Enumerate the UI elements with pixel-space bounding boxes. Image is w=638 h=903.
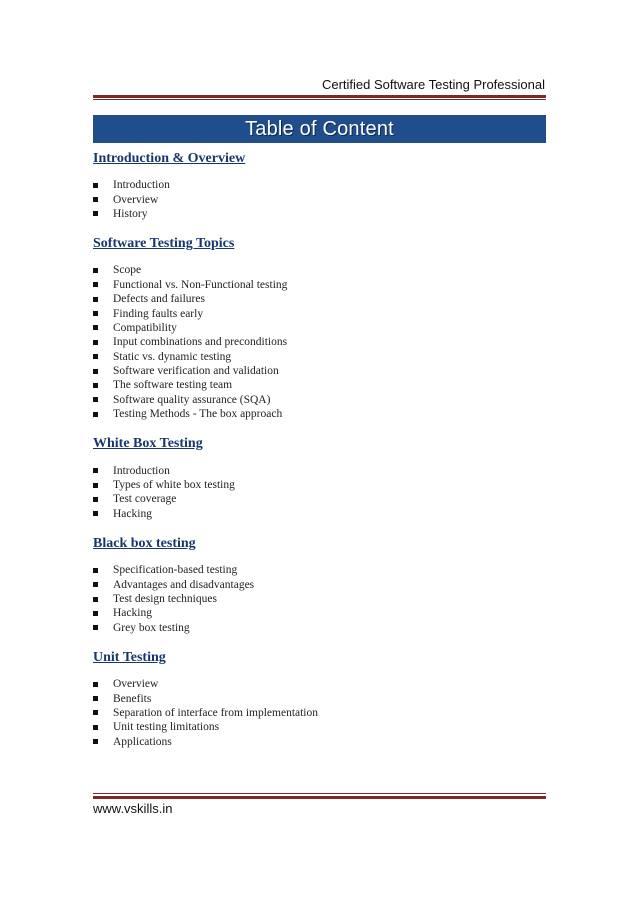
list-item: [93, 335, 546, 349]
section-heading[interactable]: Unit Testing: [93, 649, 166, 665]
list-item-label: Testing Methods - The box approach: [113, 408, 283, 421]
toc-content: [93, 150, 546, 763]
list-item: [93, 350, 546, 364]
list-item: [93, 463, 546, 477]
square-bullet-icon: [93, 268, 98, 273]
list-item: [93, 407, 546, 421]
square-bullet-icon: [93, 211, 98, 216]
square-bullet-icon: [93, 297, 98, 302]
list-item-label: Compatibility: [113, 321, 177, 334]
square-bullet-icon: [93, 710, 98, 715]
square-bullet-icon: [93, 311, 98, 316]
list-item: [93, 577, 546, 591]
list-item-label: Finding faults early: [113, 307, 204, 320]
list-item: [93, 606, 546, 620]
square-bullet-icon: [93, 696, 98, 701]
list-item: [93, 321, 546, 335]
list-item: [93, 720, 546, 734]
list-item: [93, 563, 546, 577]
toc-section-white-box-testing: [93, 435, 546, 521]
header-rule-thick: [93, 95, 546, 98]
square-bullet-icon: [93, 354, 98, 359]
list-item-label: Test coverage: [113, 493, 177, 506]
square-bullet-icon: [93, 568, 98, 573]
list-item: [93, 192, 546, 206]
toc-section-software-testing-topics: [93, 235, 546, 421]
square-bullet-icon: [93, 497, 98, 502]
square-bullet-icon: [93, 611, 98, 616]
list-item-label: Unit testing limitations: [113, 721, 220, 734]
square-bullet-icon: [93, 397, 98, 402]
list-item-label: Benefits: [113, 692, 152, 705]
section-item-list: [93, 178, 546, 221]
toc-section-introduction-overview: [93, 150, 546, 221]
list-item-label: Introduction: [113, 464, 170, 477]
list-item: [93, 706, 546, 720]
list-item: [93, 278, 546, 292]
list-item: [93, 507, 546, 521]
square-bullet-icon: [93, 511, 98, 516]
square-bullet-icon: [93, 625, 98, 630]
list-item-label: Advantages and disadvantages: [113, 578, 255, 591]
square-bullet-icon: [93, 483, 98, 488]
list-item: [93, 691, 546, 705]
section-item-list: [93, 563, 546, 635]
square-bullet-icon: [93, 282, 98, 287]
section-heading[interactable]: White Box Testing: [93, 436, 203, 452]
list-item-label: Specification-based testing: [113, 564, 238, 577]
list-item-label: History: [113, 207, 148, 220]
list-item-label: Applications: [113, 735, 172, 748]
list-item-label: Hacking: [113, 507, 152, 520]
list-item: [93, 677, 546, 691]
square-bullet-icon: [93, 183, 98, 188]
list-item: [93, 621, 546, 635]
square-bullet-icon: [93, 725, 98, 730]
list-item: [93, 592, 546, 606]
list-item: [93, 478, 546, 492]
footer-url[interactable]: www.vskills.in: [93, 801, 173, 816]
list-item: [93, 378, 546, 392]
toc-section-black-box-testing: [93, 535, 546, 635]
square-bullet-icon: [93, 369, 98, 374]
square-bullet-icon: [93, 383, 98, 388]
section-heading[interactable]: Black box testing: [93, 536, 196, 552]
list-item: [93, 207, 546, 221]
toc-title-bar: [93, 115, 546, 143]
square-bullet-icon: [93, 682, 98, 687]
list-item: [93, 492, 546, 506]
section-heading[interactable]: Introduction & Overview: [93, 151, 246, 166]
square-bullet-icon: [93, 468, 98, 473]
list-item-label: Test design techniques: [113, 593, 217, 605]
page-header-title: Certified Software Testing Professional: [321, 77, 545, 92]
footer-rule-thin: [93, 793, 546, 794]
list-item-label: Hacking: [113, 607, 152, 620]
square-bullet-icon: [93, 197, 98, 202]
toc-section-unit-testing: [93, 649, 546, 749]
section-item-list: [93, 263, 546, 421]
list-item: [93, 178, 546, 192]
list-item-label: Separation of interface from implementation: [113, 706, 319, 719]
square-bullet-icon: [93, 325, 98, 330]
list-item-label: Grey box testing: [113, 621, 190, 634]
list-item: [93, 364, 546, 378]
section-item-list: [93, 463, 546, 521]
list-item-label: Scope: [113, 264, 142, 277]
square-bullet-icon: [93, 739, 98, 744]
square-bullet-icon: [93, 597, 98, 602]
square-bullet-icon: [93, 340, 98, 345]
list-item-label: Software verification and validation: [113, 365, 279, 378]
list-item: [93, 292, 546, 306]
list-item-label: Introduction: [113, 179, 170, 192]
list-item: [93, 263, 546, 277]
list-item-label: Input combinations and preconditions: [113, 336, 288, 349]
footer-rule-thick: [93, 796, 546, 799]
list-item: [93, 393, 546, 407]
list-item-label: Static vs. dynamic testing: [113, 350, 232, 363]
list-item: [93, 735, 546, 749]
header-rule-thin: [93, 99, 546, 100]
section-item-list: [93, 677, 546, 749]
list-item-label: Overview: [113, 678, 159, 691]
list-item-label: Functional vs. Non-Functional testing: [113, 278, 288, 291]
list-item: [93, 306, 546, 320]
square-bullet-icon: [93, 582, 98, 587]
list-item-label: Overview: [113, 193, 159, 206]
list-item-label: Types of white box testing: [113, 479, 235, 492]
section-heading[interactable]: Software Testing Topics: [93, 236, 235, 252]
list-item-label: The software testing team: [113, 379, 233, 392]
list-item-label: Defects and failures: [113, 293, 205, 306]
list-item-label: Software quality assurance (SQA): [113, 393, 271, 406]
toc-title: Table of Content: [245, 117, 394, 140]
square-bullet-icon: [93, 412, 98, 417]
